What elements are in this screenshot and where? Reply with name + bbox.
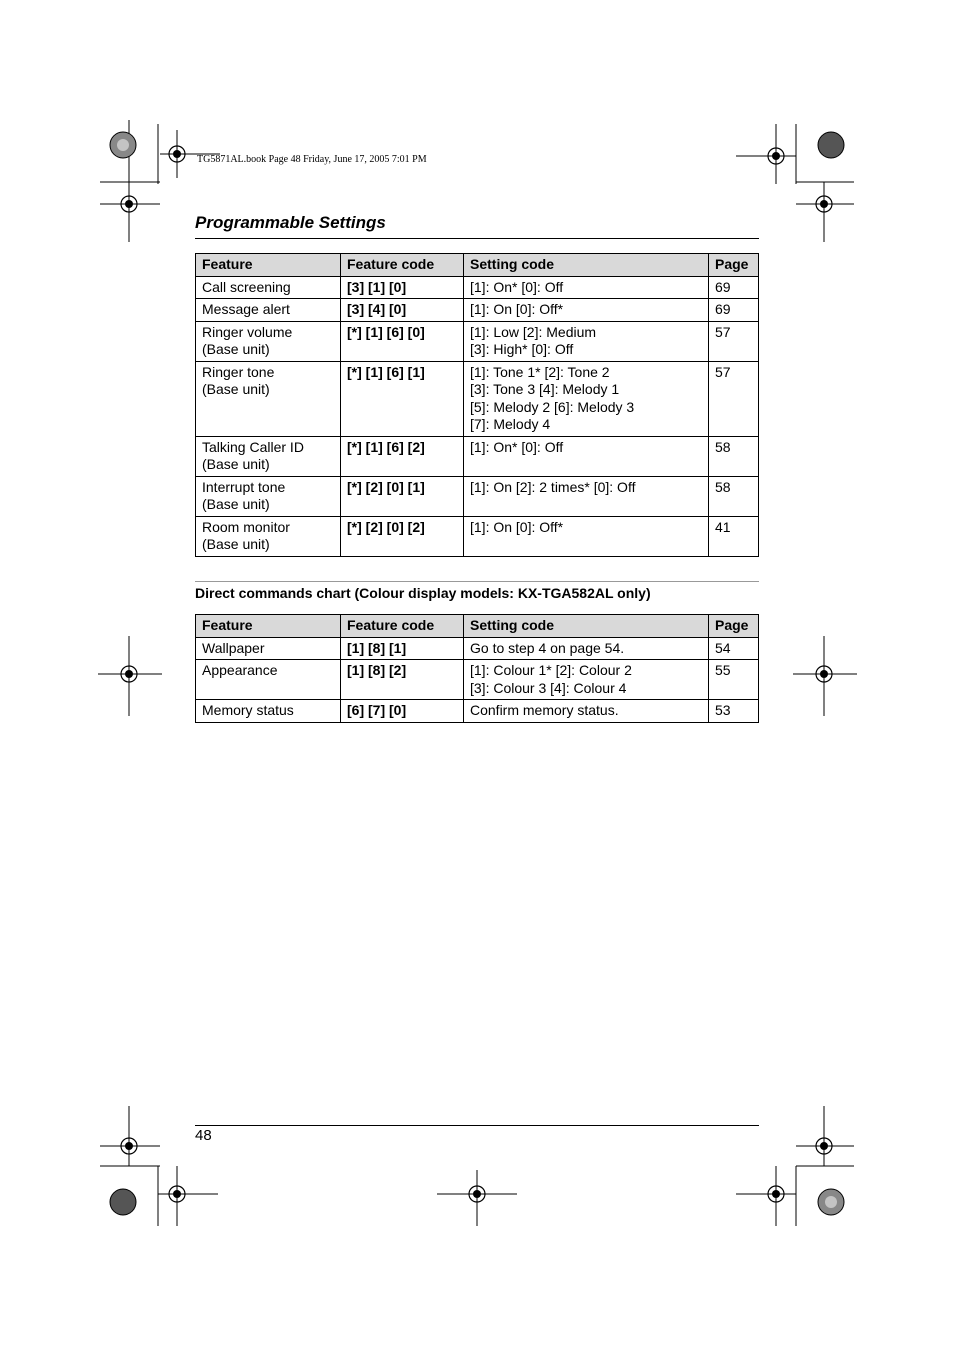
table-row bbox=[196, 361, 759, 436]
page-cell bbox=[709, 436, 759, 476]
page-cell bbox=[709, 361, 759, 436]
color-target-bottom-left bbox=[108, 1187, 138, 1217]
feature-cell-line: Talking Caller ID bbox=[202, 438, 304, 455]
page-cell bbox=[709, 299, 759, 322]
color-target-top-left bbox=[108, 130, 138, 160]
setting-code-cell bbox=[464, 516, 709, 556]
page-cell-text: 55 bbox=[715, 662, 731, 678]
feature-cell bbox=[196, 700, 341, 723]
feature-cell bbox=[196, 276, 341, 299]
header-setting-code: Setting code bbox=[464, 615, 709, 638]
feature-code-cell-text: [1] [8] [1] bbox=[347, 639, 407, 656]
feature-cell-line: Message alert bbox=[202, 301, 290, 317]
page-cell bbox=[709, 276, 759, 299]
page-number: 48 bbox=[195, 1127, 212, 1144]
feature-cell-line: (Base unit) bbox=[202, 456, 270, 472]
header-feature: Feature bbox=[196, 615, 341, 638]
feature-code-cell-text: [*] [1] [6] [2] bbox=[347, 438, 425, 455]
page-cell-text: 69 bbox=[715, 301, 731, 317]
page-cell-text: 41 bbox=[715, 518, 731, 535]
table-row bbox=[196, 276, 759, 299]
setting-code-cell-line: [1]: Tone 1* [2]: Tone 2 bbox=[470, 363, 610, 380]
feature-cell-line: Room monitor bbox=[202, 518, 290, 535]
feature-cell-line: (Base unit) bbox=[202, 536, 270, 552]
page-cell bbox=[709, 476, 759, 516]
setting-code-cell bbox=[464, 637, 709, 660]
feature-cell-line: Ringer volume bbox=[202, 323, 293, 340]
feature-code-cell bbox=[341, 361, 464, 436]
setting-code-cell-line: [1]: On* [0]: Off bbox=[470, 438, 564, 455]
page-cell-text: 54 bbox=[715, 639, 731, 656]
feature-code-cell bbox=[341, 700, 464, 723]
direct-commands-table bbox=[195, 614, 759, 723]
header-feature-code: Feature code bbox=[341, 254, 464, 277]
setting-code-cell-line: Confirm memory status. bbox=[470, 702, 619, 718]
feature-cell bbox=[196, 516, 341, 556]
setting-code-cell bbox=[464, 436, 709, 476]
table-header-row bbox=[196, 615, 759, 638]
page-cell-text: 58 bbox=[715, 438, 731, 455]
color-target-top-right bbox=[816, 130, 846, 160]
print-header: TG5871AL.book Page 48 Friday, June 17, 2005 7:01 PM bbox=[197, 154, 427, 165]
table-header-row bbox=[196, 254, 759, 277]
title-rule bbox=[195, 238, 759, 239]
setting-code-cell-line: [1]: On [0]: Off* bbox=[470, 301, 564, 317]
page-cell-text: 57 bbox=[715, 363, 731, 380]
setting-code-cell bbox=[464, 321, 709, 361]
feature-cell-line: Memory status bbox=[202, 702, 294, 718]
crosshair-mid-left bbox=[98, 636, 162, 716]
table-row bbox=[196, 637, 759, 660]
page-cell-text: 69 bbox=[715, 278, 731, 295]
feature-cell-line: Call screening bbox=[202, 278, 291, 295]
feature-code-cell bbox=[341, 660, 464, 700]
feature-cell-line: Ringer tone bbox=[202, 363, 275, 380]
table-row bbox=[196, 299, 759, 322]
table-row bbox=[196, 700, 759, 723]
feature-code-cell bbox=[341, 276, 464, 299]
color-target-bottom-right bbox=[816, 1187, 846, 1217]
feature-cell bbox=[196, 361, 341, 436]
feature-cell bbox=[196, 299, 341, 322]
feature-cell bbox=[196, 476, 341, 516]
page-cell bbox=[709, 516, 759, 556]
header-feature-code: Feature code bbox=[341, 615, 464, 638]
crosshair-mid-right bbox=[793, 636, 857, 716]
feature-code-cell bbox=[341, 516, 464, 556]
setting-code-cell bbox=[464, 299, 709, 322]
header-page: Page bbox=[709, 254, 759, 277]
setting-code-cell-line: [1]: Low [2]: Medium bbox=[470, 323, 597, 340]
page-cell bbox=[709, 700, 759, 723]
feature-code-cell-text: [6] [7] [0] bbox=[347, 702, 407, 718]
feature-code-cell-text: [*] [2] [0] [2] bbox=[347, 518, 425, 535]
setting-code-cell-line: [1]: On* [0]: Off bbox=[470, 278, 564, 295]
programmable-settings-table bbox=[195, 253, 759, 557]
feature-cell-line: (Base unit) bbox=[202, 341, 270, 357]
feature-code-cell-text: [1] [8] [2] bbox=[347, 662, 407, 678]
feature-cell bbox=[196, 637, 341, 660]
setting-code-cell bbox=[464, 660, 709, 700]
page-cell-text: 53 bbox=[715, 702, 731, 718]
feature-cell-line: Interrupt tone bbox=[202, 478, 286, 495]
feature-code-cell bbox=[341, 436, 464, 476]
setting-code-cell-line: [1]: Colour 1* [2]: Colour 2 bbox=[470, 662, 632, 678]
header-setting-code: Setting code bbox=[464, 254, 709, 277]
setting-code-cell-line: [7]: Melody 4 bbox=[470, 416, 551, 432]
setting-code-cell-line: [3]: High* [0]: Off bbox=[470, 341, 574, 357]
page-cell-text: 57 bbox=[715, 323, 731, 340]
header-page: Page bbox=[709, 615, 759, 638]
feature-code-cell bbox=[341, 299, 464, 322]
setting-code-cell-line: [3]: Tone 3 [4]: Melody 1 bbox=[470, 381, 620, 397]
feature-cell bbox=[196, 660, 341, 700]
page-cell bbox=[709, 321, 759, 361]
feature-code-cell-text: [3] [4] [0] bbox=[347, 301, 407, 317]
table-row bbox=[196, 476, 759, 516]
feature-code-cell bbox=[341, 321, 464, 361]
setting-code-cell bbox=[464, 476, 709, 516]
table-row bbox=[196, 660, 759, 700]
setting-code-cell bbox=[464, 361, 709, 436]
feature-code-cell bbox=[341, 476, 464, 516]
feature-code-cell-text: [3] [1] [0] bbox=[347, 278, 407, 295]
feature-cell-line: Appearance bbox=[202, 662, 278, 678]
feature-cell-line: (Base unit) bbox=[202, 381, 270, 397]
setting-code-cell-line: [1]: On [2]: 2 times* [0]: Off bbox=[470, 478, 636, 495]
crosshair-bottom-center bbox=[437, 1170, 517, 1226]
setting-code-cell-line: [5]: Melody 2 [6]: Melody 3 bbox=[470, 398, 635, 415]
setting-code-cell bbox=[464, 700, 709, 723]
setting-code-cell-line: [1]: On [0]: Off* bbox=[470, 518, 564, 535]
page-cell bbox=[709, 660, 759, 700]
setting-code-cell bbox=[464, 276, 709, 299]
page-cell bbox=[709, 637, 759, 660]
table-row bbox=[196, 321, 759, 361]
sub-heading-rule bbox=[195, 581, 759, 582]
section-title: Programmable Settings bbox=[195, 213, 386, 232]
header-feature: Feature bbox=[196, 254, 341, 277]
feature-code-cell-text: [*] [1] [6] [1] bbox=[347, 363, 425, 380]
feature-code-cell-text: [*] [2] [0] [1] bbox=[347, 478, 425, 495]
feature-cell-line: (Base unit) bbox=[202, 496, 270, 512]
feature-code-cell bbox=[341, 637, 464, 660]
feature-cell bbox=[196, 321, 341, 361]
feature-code-cell-text: [*] [1] [6] [0] bbox=[347, 323, 425, 340]
table-row bbox=[196, 436, 759, 476]
feature-cell bbox=[196, 436, 341, 476]
sub-heading: Direct commands chart (Colour display models: KX-TGA582AL only) bbox=[195, 585, 651, 601]
footer-rule bbox=[195, 1125, 759, 1126]
page-cell-text: 58 bbox=[715, 478, 731, 495]
setting-code-cell-line: [3]: Colour 3 [4]: Colour 4 bbox=[470, 679, 627, 696]
crosshair-top-left bbox=[160, 130, 220, 178]
feature-cell-line: Wallpaper bbox=[202, 639, 265, 656]
table-row bbox=[196, 516, 759, 556]
setting-code-cell-line: Go to step 4 on page 54. bbox=[470, 639, 625, 656]
